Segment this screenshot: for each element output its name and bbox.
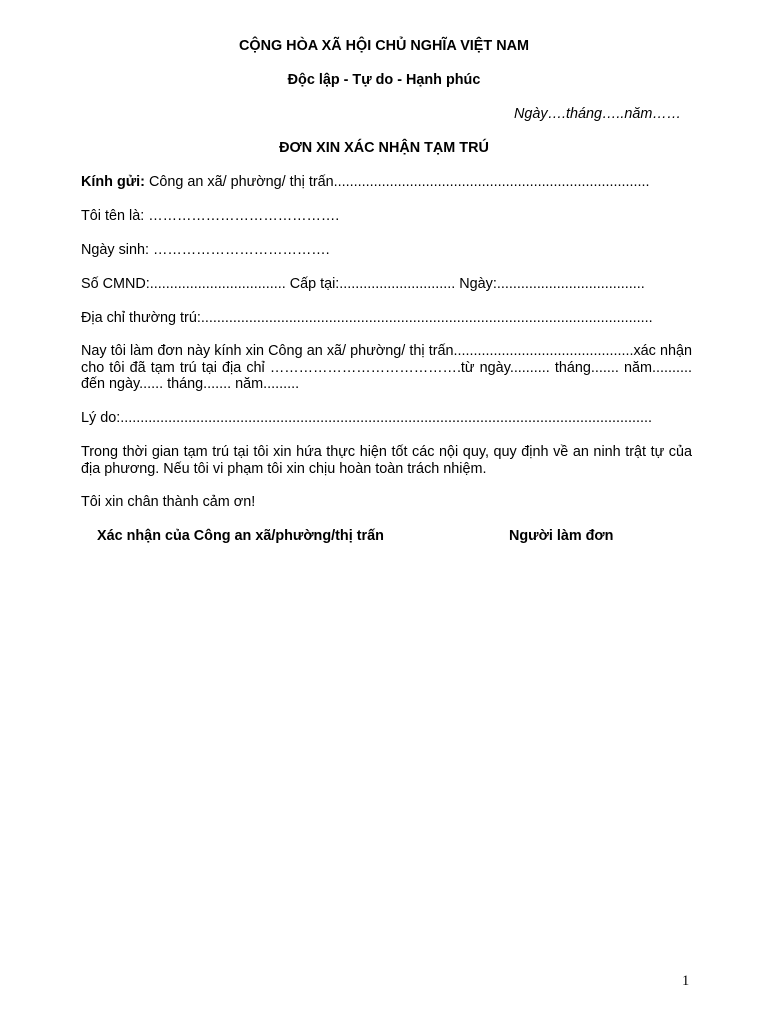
recipient-text: Công an xã/ phường/ thị trấn............................................................................... (144, 174, 650, 190)
signature-left: Xác nhận của Công an xã/phường/thị trấn (97, 528, 384, 544)
signature-right: Người làm đơn (509, 528, 614, 544)
name-line: Tôi tên là: …………………………………. (81, 208, 340, 224)
dob-line: Ngày sinh: ………………………………. (81, 242, 330, 258)
address-line: Địa chỉ thường trú:................................................................................................................. (81, 310, 653, 326)
id-line: Số CMND:.................................. Cấp tại:............................. Ngày:..................................... (81, 276, 645, 292)
national-title: CỘNG HÒA XÃ HỘI CHỦ NGHĨA VIỆT NAM (239, 38, 529, 54)
request-paragraph: Nay tôi làm đơn này kính xin Công an xã/ phường/ thị trấn.............................................xác nhận cho tôi đã tạm trú tại địa chỉ ………………………………….từ ngày.......... tháng....... năm.......... đến ngày...... tháng....... năm......... (81, 343, 692, 392)
recipient-line (81, 174, 650, 191)
motto: Độc lập - Tự do - Hạnh phúc (287, 72, 481, 88)
thanks-line: Tôi xin chân thành cảm ơn! (81, 494, 256, 510)
form-title: ĐƠN XIN XÁC NHẬN TẠM TRÚ (279, 140, 489, 156)
date-line: Ngày….tháng…..năm…… (514, 106, 682, 122)
page-number: 1 (682, 973, 690, 989)
reason-line: Lý do:..................................................................................................................................... (81, 410, 652, 426)
recipient-label: Kính gửi: (81, 174, 145, 190)
commitment-paragraph: Trong thời gian tạm trú tại tôi xin hứa thực hiện tốt các nội quy, quy định về an ninh trật tự của địa phương. Nếu tôi vi phạm tôi xin chịu hoàn toàn trách nhiệm. (81, 444, 692, 477)
